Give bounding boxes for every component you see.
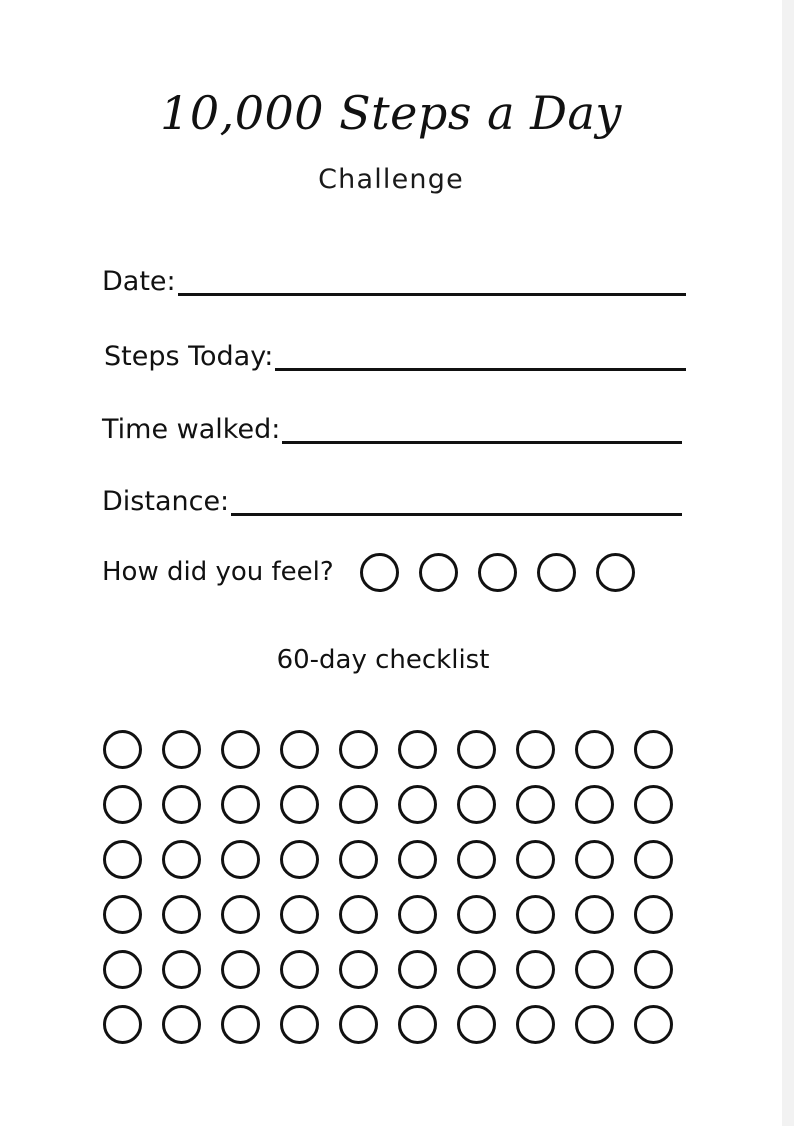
checklist-day-circle[interactable]: [280, 950, 319, 989]
feel-circle[interactable]: [478, 553, 517, 592]
checklist-day-circle[interactable]: [634, 895, 673, 934]
checklist-day-circle[interactable]: [162, 840, 201, 879]
checklist-day-circle[interactable]: [575, 1005, 614, 1044]
checklist-day-circle[interactable]: [103, 730, 142, 769]
checklist-day-circle[interactable]: [575, 950, 614, 989]
checklist-day-circle[interactable]: [634, 785, 673, 824]
date-field[interactable]: [102, 258, 686, 298]
distance-write-line[interactable]: [231, 513, 682, 516]
checklist-title: 60-day checklist: [276, 645, 490, 675]
feel-circle[interactable]: [360, 553, 399, 592]
checklist-day-circle[interactable]: [103, 950, 142, 989]
checklist-day-circle[interactable]: [398, 950, 437, 989]
checklist-day-circle[interactable]: [162, 1005, 201, 1044]
page-title: 10,000 Steps a Day: [160, 86, 622, 140]
checklist-day-circle[interactable]: [634, 840, 673, 879]
feel-row: [102, 548, 635, 596]
checklist-day-circle[interactable]: [339, 785, 378, 824]
checklist-day-circle[interactable]: [162, 785, 201, 824]
checklist-day-circle[interactable]: [634, 730, 673, 769]
checklist-day-circle[interactable]: [575, 840, 614, 879]
feel-label: How did you feel?: [102, 557, 334, 587]
checklist-day-circle[interactable]: [457, 730, 496, 769]
steps-today-write-line[interactable]: [275, 368, 686, 371]
checklist-day-circle[interactable]: [162, 950, 201, 989]
checklist-day-circle[interactable]: [103, 895, 142, 934]
time-walked-write-line[interactable]: [282, 441, 682, 444]
checklist-day-circle[interactable]: [162, 895, 201, 934]
checklist-day-circle[interactable]: [457, 785, 496, 824]
checklist-day-circle[interactable]: [575, 730, 614, 769]
checklist-day-circle[interactable]: [398, 840, 437, 879]
feel-circle[interactable]: [419, 553, 458, 592]
checklist-day-circle[interactable]: [516, 730, 555, 769]
checklist-day-circle[interactable]: [221, 785, 260, 824]
checklist-grid: [103, 730, 673, 1044]
checklist-day-circle[interactable]: [221, 950, 260, 989]
checklist-day-circle[interactable]: [398, 785, 437, 824]
checklist-day-circle[interactable]: [221, 840, 260, 879]
checklist-day-circle[interactable]: [575, 895, 614, 934]
checklist-day-circle[interactable]: [457, 840, 496, 879]
checklist-day-circle[interactable]: [398, 1005, 437, 1044]
date-label: Date:: [102, 266, 176, 297]
checklist-day-circle[interactable]: [280, 840, 319, 879]
checklist-day-circle[interactable]: [516, 785, 555, 824]
checklist-day-circle[interactable]: [634, 1005, 673, 1044]
checklist-day-circle[interactable]: [280, 895, 319, 934]
checklist-day-circle[interactable]: [221, 730, 260, 769]
checklist-day-circle[interactable]: [221, 895, 260, 934]
checklist-day-circle[interactable]: [162, 730, 201, 769]
checklist-day-circle[interactable]: [516, 895, 555, 934]
date-write-line[interactable]: [178, 293, 686, 296]
checklist-day-circle[interactable]: [516, 950, 555, 989]
checklist-day-circle[interactable]: [280, 1005, 319, 1044]
checklist-day-circle[interactable]: [103, 785, 142, 824]
steps-today-label: Steps Today:: [104, 341, 274, 372]
checklist-day-circle[interactable]: [280, 785, 319, 824]
feel-rating-circles: [360, 553, 635, 592]
checklist-day-circle[interactable]: [103, 840, 142, 879]
checklist-day-circle[interactable]: [398, 730, 437, 769]
time-walked-label: Time walked:: [102, 414, 281, 445]
checklist-day-circle[interactable]: [634, 950, 673, 989]
checklist-day-circle[interactable]: [339, 950, 378, 989]
checklist-day-circle[interactable]: [103, 1005, 142, 1044]
steps-today-field[interactable]: [104, 333, 686, 373]
checklist-day-circle[interactable]: [516, 840, 555, 879]
checklist-day-circle[interactable]: [457, 1005, 496, 1044]
time-walked-field[interactable]: [102, 406, 682, 446]
checklist-day-circle[interactable]: [339, 1005, 378, 1044]
checklist-day-circle[interactable]: [221, 1005, 260, 1044]
checklist-day-circle[interactable]: [457, 950, 496, 989]
checklist-day-circle[interactable]: [575, 785, 614, 824]
checklist-day-circle[interactable]: [516, 1005, 555, 1044]
checklist-day-circle[interactable]: [398, 895, 437, 934]
distance-field[interactable]: [102, 478, 682, 518]
feel-circle[interactable]: [596, 553, 635, 592]
page-subtitle: Challenge: [318, 164, 464, 195]
checklist-day-circle[interactable]: [339, 840, 378, 879]
checklist-day-circle[interactable]: [339, 895, 378, 934]
checklist-day-circle[interactable]: [457, 895, 496, 934]
checklist-day-circle[interactable]: [280, 730, 319, 769]
checklist-day-circle[interactable]: [339, 730, 378, 769]
distance-label: Distance:: [102, 486, 230, 517]
feel-circle[interactable]: [537, 553, 576, 592]
